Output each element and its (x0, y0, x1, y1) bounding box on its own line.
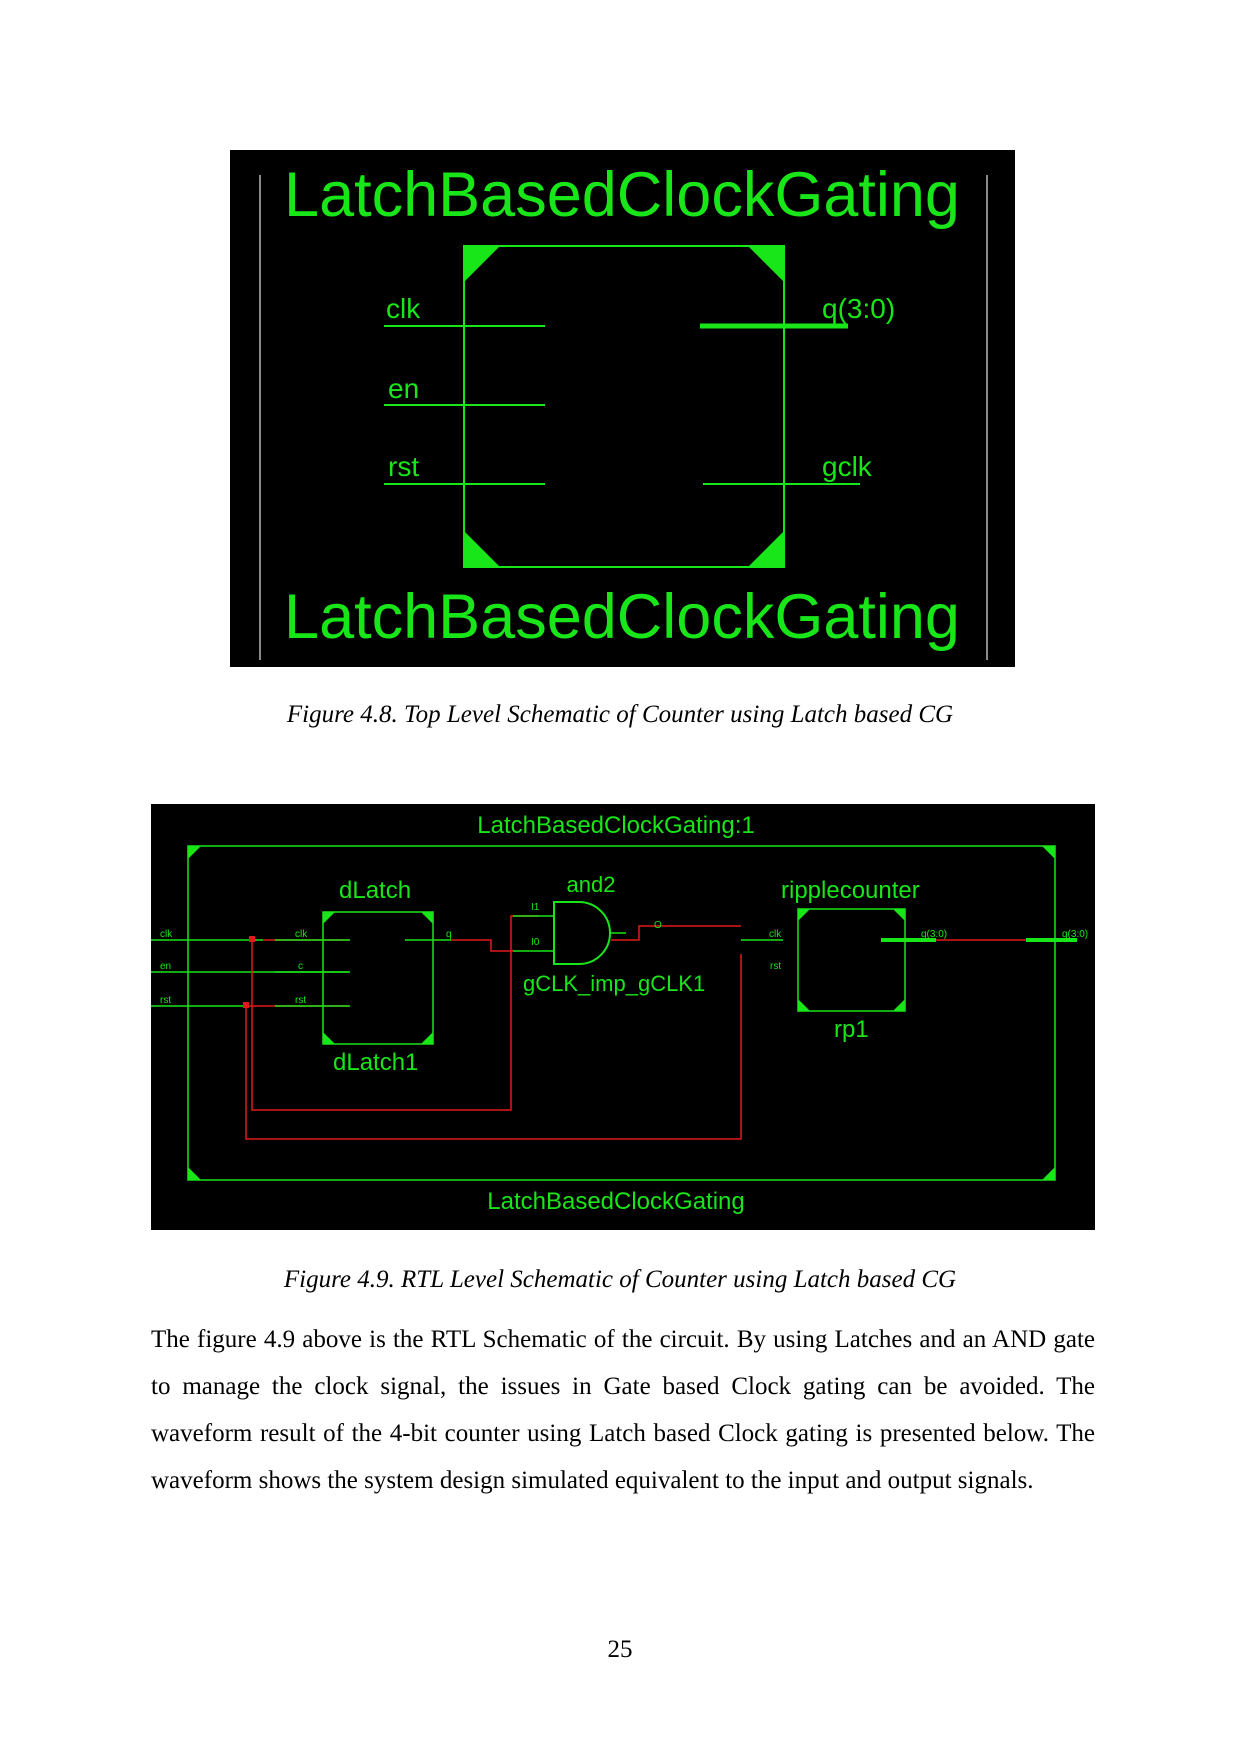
ripplecounter-symbol (741, 909, 1077, 1011)
counter-instance-label: rp1 (834, 1016, 869, 1043)
dlatch-instance-label: dLatch1 (333, 1049, 419, 1076)
and2-type-label: and2 (566, 872, 616, 897)
dlatch-pin-c: c (298, 961, 303, 972)
fig1-title-bottom: LatchBasedClockGating (284, 582, 960, 652)
figure-4-9-caption: Figure 4.9. RTL Level Schematic of Counter using Latch based CG (283, 1266, 957, 1293)
fig1-title-top: LatchBasedClockGating (284, 160, 960, 230)
dlatch-pin-rst: rst (295, 995, 307, 1006)
fig2-port-q: q(3:0) (1062, 929, 1089, 940)
body-paragraph: The figure 4.9 above is the RTL Schematic of the circuit. By using Latches and an AND gate to manage the clock signal, the issues in Gate based Clock gating can be avoided. The waveform result of the 4-bit counter using Latch based Clock gating is presented below. The waveform shows the system design simulated equivalent to the input and output signals. (151, 1326, 1095, 1494)
counter-pin-rst: rst (770, 961, 782, 972)
fig2-port-clk: clk (160, 929, 173, 940)
and2-pin-o: O (654, 920, 662, 931)
fig1-port-rst: rst (388, 451, 420, 482)
page-number: 25 (607, 1636, 633, 1663)
counter-type-label: ripplecounter (781, 877, 920, 904)
fig1-port-clk: clk (386, 293, 421, 324)
and2-pin-i0: I0 (531, 937, 540, 948)
fig1-port-gclk: gclk (822, 451, 872, 482)
figure-4-8-caption: Figure 4.8. Top Level Schematic of Counter using Latch based CG (286, 701, 954, 728)
fig1-port-en: en (388, 373, 420, 404)
and2-gate-symbol (513, 902, 626, 964)
counter-pin-clk: clk (769, 929, 782, 940)
module-symbol (464, 246, 784, 567)
rtl-schematic (151, 804, 1095, 1230)
fig2-title-bottom: LatchBasedClockGating (487, 1188, 745, 1215)
and2-instance-label: gCLK_imp_gCLK1 (523, 971, 706, 996)
outer-frame (188, 846, 1055, 1180)
dlatch-type-label: dLatch (339, 877, 412, 904)
fig1-port-q: q(3:0) (822, 293, 896, 324)
fig2-title-top: LatchBasedClockGating:1 (477, 812, 755, 839)
dlatch-pin-q: q (446, 929, 452, 940)
and2-pin-i1: I1 (531, 902, 540, 913)
top-level-schematic (230, 150, 1015, 667)
red-nets (246, 916, 1026, 1139)
dlatch-pin-clk: clk (295, 929, 308, 940)
fig2-port-en: en (160, 961, 172, 972)
fig2-port-rst: rst (160, 995, 172, 1006)
counter-pin-q: q(3:0) (921, 929, 948, 940)
